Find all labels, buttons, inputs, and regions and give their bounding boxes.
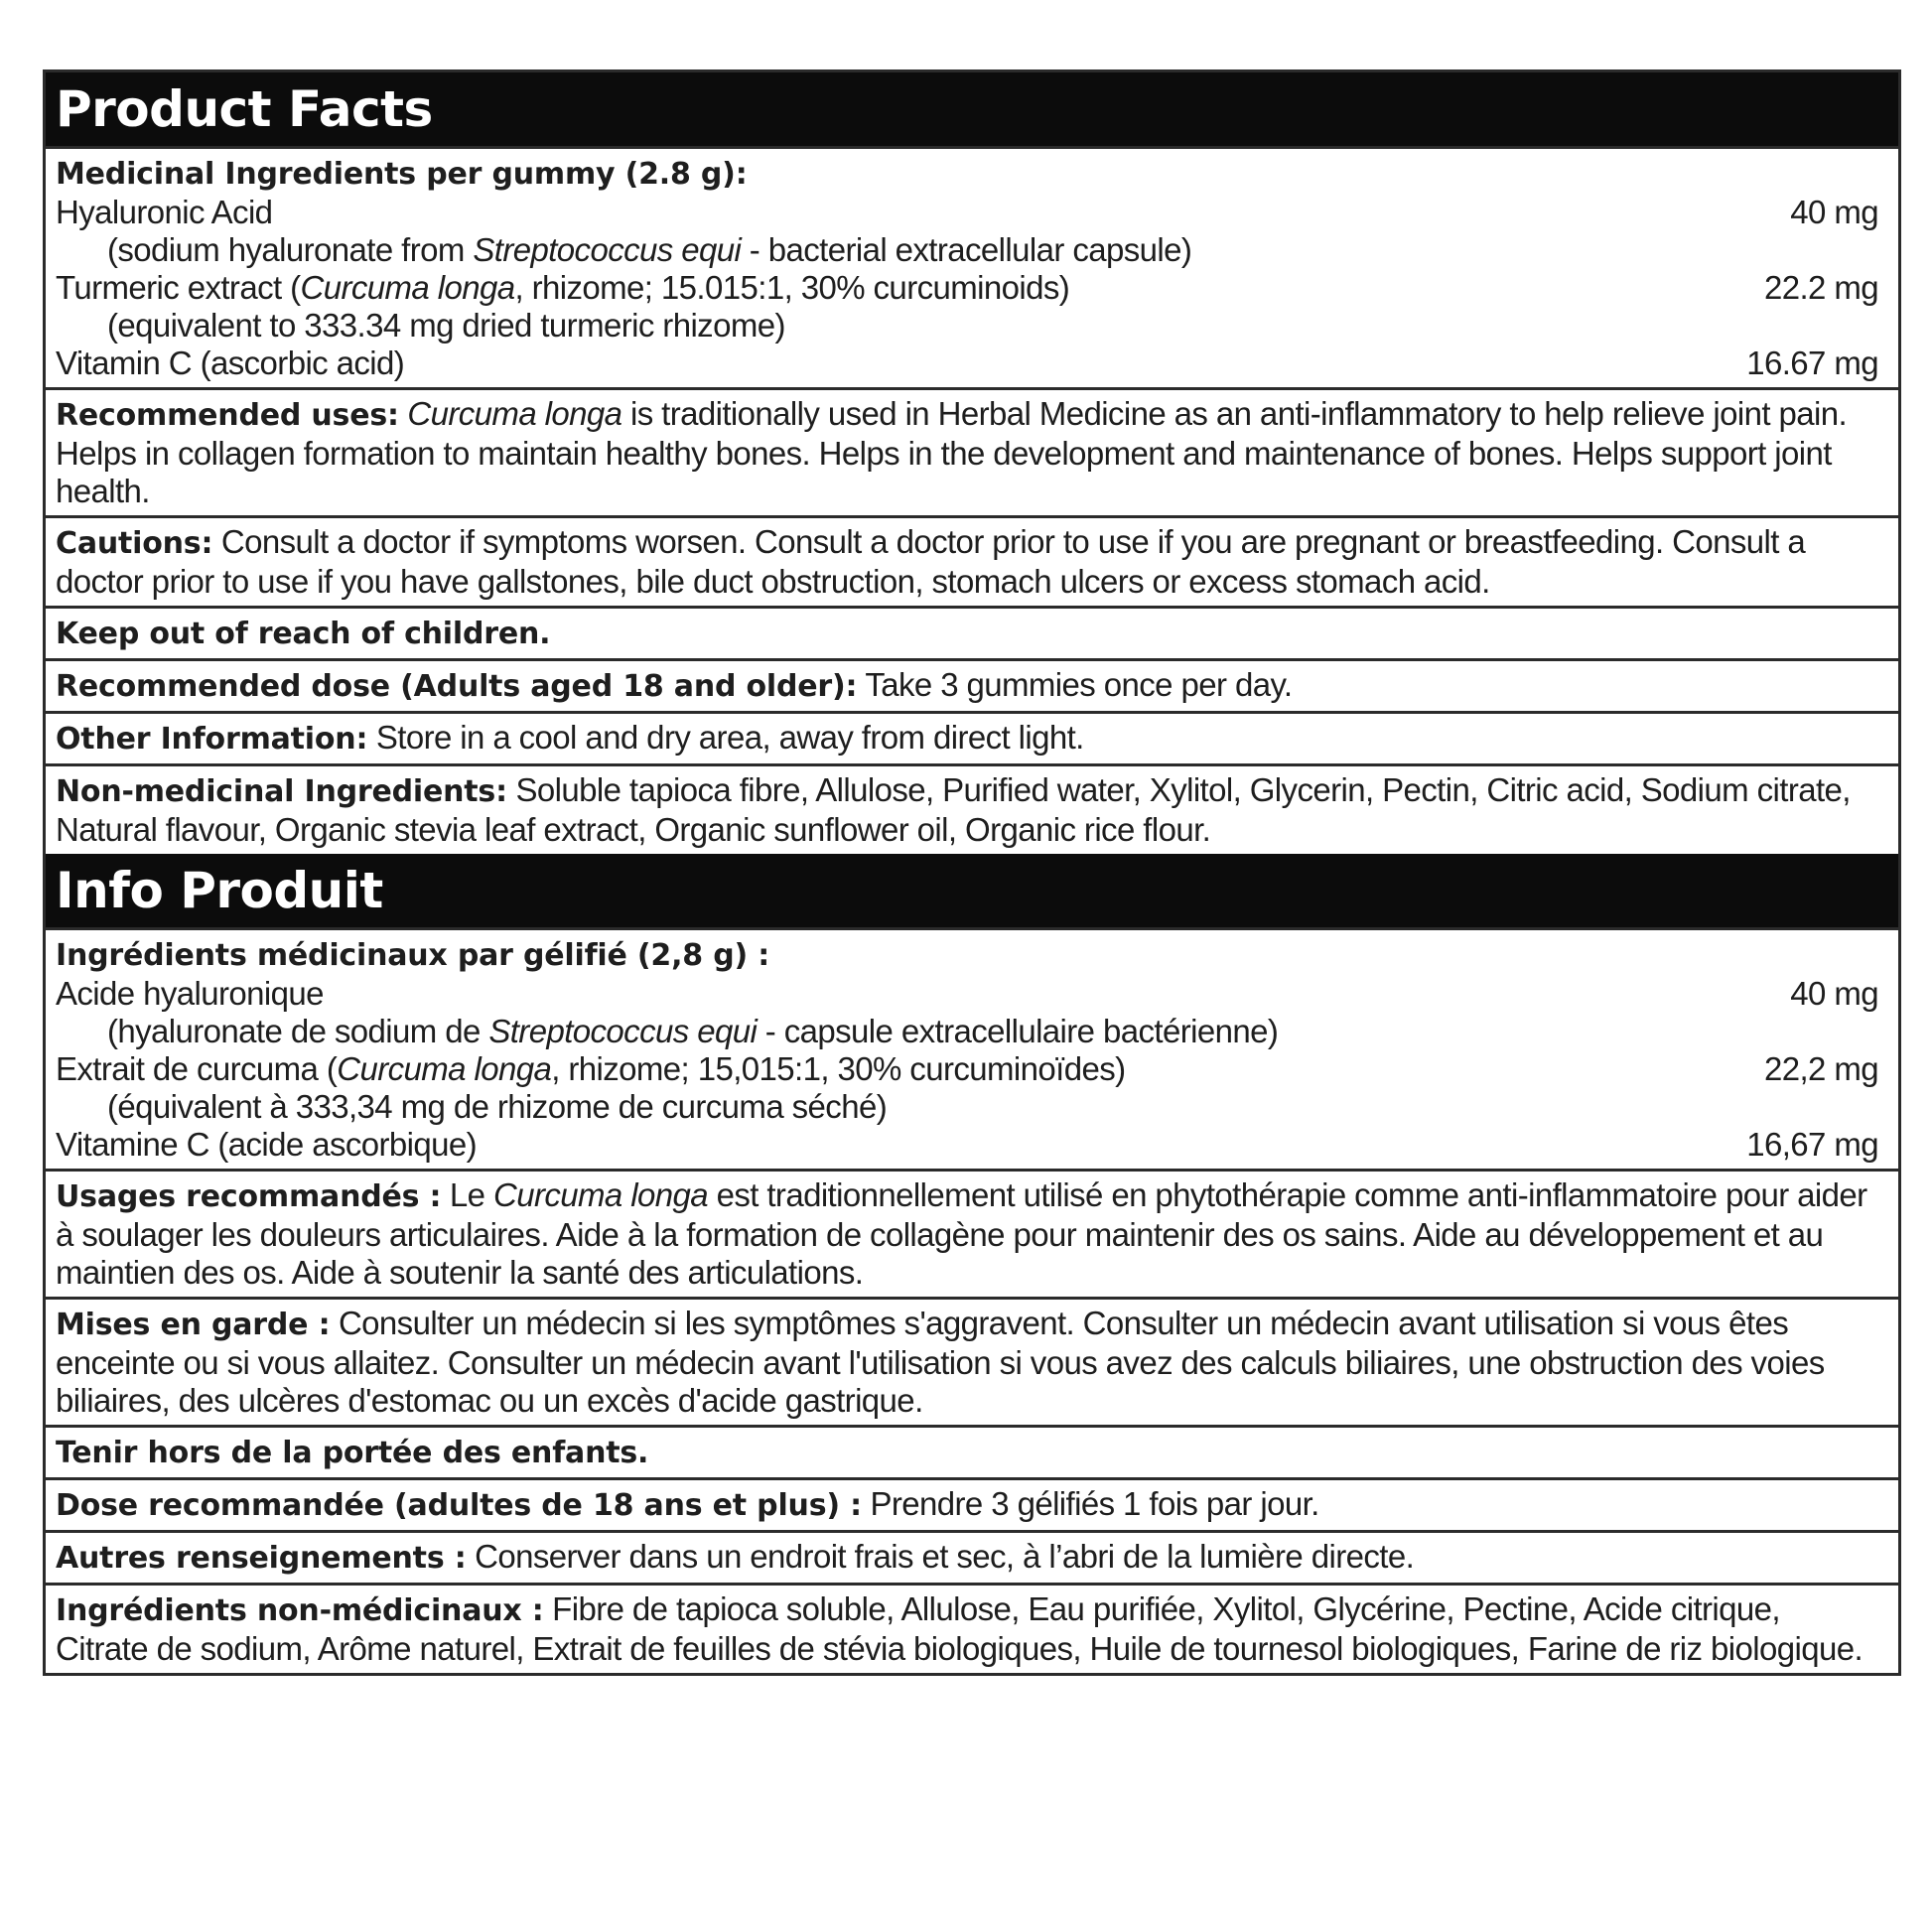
ingredient-name: Vitamine C (acide ascorbique)	[56, 1126, 478, 1163]
info-produit-title: Info Produit	[46, 854, 1898, 927]
uses-label: Usages recommandés :	[56, 1179, 442, 1214]
dose-text: Take 3 gummies once per day.	[857, 666, 1293, 703]
name-text: Turmeric extract (	[56, 269, 301, 306]
cautions-text: Consulter un médecin si les symptômes s'aggravent. Consulter un médecin avant utilisation si vous êtes enceinte ou si vous allaitez. Consulter un médecin avant l'utilisation si vous avez des calculs biliaires, une obstruction des voies biliaires, des ulcères d'estomac ou un excès d'acide gastrique.	[56, 1305, 1825, 1419]
ingredient-name: Vitamin C (ascorbic acid)	[56, 345, 405, 381]
ingredient-name: Acide hyaluronique	[56, 975, 324, 1012]
ingredient-name	[56, 269, 1069, 307]
detail-text: (sodium hyaluronate from	[107, 231, 474, 268]
ingredient-amount: 40 mg	[1790, 975, 1878, 1012]
uses-text: is traditionally used in Herbal Medicine as an anti-inflammatory to help relieve joint pain. Helps in collagen formation to maintain healthy bones. Helps in the development and maintenance of bones. Helps support joint health.	[56, 395, 1848, 509]
ingredient-row	[56, 1050, 1878, 1088]
ingredient-amount: 16.67 mg	[1746, 345, 1878, 381]
other-label: Autres renseignements :	[56, 1541, 467, 1576]
uses-text: Le	[441, 1176, 494, 1213]
recommended-uses-section	[46, 387, 1898, 515]
dose-section-fr	[46, 1477, 1898, 1530]
name-italic: Curcuma longa	[300, 269, 515, 306]
name-text: Extrait de curcuma (	[56, 1050, 338, 1087]
uses-text: est traditionnellement utilisé en phytothérapie comme anti-inflammatoire pour aider à soulager les douleurs articulaires. Aide à la formation de collagène pour maintenir des os sains. Aide au développement et au maintien des os. Aide à soutenir la santé des articulations.	[56, 1176, 1867, 1291]
cautions-label: Cautions:	[56, 526, 213, 561]
ingredient-detail	[56, 1013, 1878, 1050]
other-text: Store in a cool and dry area, away from direct light.	[367, 719, 1084, 756]
keep-out-text: Tenir hors de la portée des enfants.	[56, 1436, 649, 1470]
ingredient-amount: 40 mg	[1790, 194, 1878, 230]
nonmed-label: Non-medicinal Ingredients:	[56, 774, 507, 809]
keep-out-text: Keep out of reach of children.	[56, 617, 551, 651]
ingredient-name	[56, 1050, 1126, 1088]
nonmed-text: Soluble tapioca fibre, Allulose, Purified water, Xylitol, Glycerin, Pectin, Citric acid, Sodium citrate, Natural flavour, Organic stevia leaf extract, Organic sunflower oil, Organic rice flour.	[56, 771, 1851, 848]
ingredient-amount: 22.2 mg	[1763, 269, 1878, 306]
uses-label: Recommended uses:	[56, 398, 399, 433]
other-label: Other Information:	[56, 722, 368, 757]
cautions-label: Mises en garde :	[56, 1308, 331, 1342]
ingredient-detail: (equivalent to 333.34 mg dried turmeric rhizome)	[107, 307, 785, 344]
detail-text: - capsule extracellulaire bactérienne)	[757, 1013, 1279, 1049]
dose-section	[46, 658, 1898, 711]
ingredient-detail	[56, 231, 1878, 269]
cautions-section-fr	[46, 1297, 1898, 1425]
nonmed-text: Fibre de tapioca soluble, Allulose, Eau purifiée, Xylitol, Glycérine, Pectine, Acide citrique, Citrate de sodium, Arôme naturel, Extrait de feuilles de stévia biologiques, Huile de tournesol biologiques, Farine de riz biologique.	[56, 1590, 1863, 1667]
name-text: , rhizome; 15,015:1, 30% curcuminoïdes)	[551, 1050, 1126, 1087]
dose-label: Dose recommandée (adultes de 18 ans et plus) :	[56, 1488, 862, 1523]
detail-italic: Streptococcus equi	[488, 1013, 758, 1049]
product-facts-label	[43, 69, 1901, 1676]
ingredient-amount: 22,2 mg	[1763, 1050, 1878, 1087]
detail-text: - bacterial extracellular capsule)	[741, 231, 1192, 268]
cautions-text: Consult a doctor if symptoms worsen. Consult a doctor prior to use if you are pregnant or breastfeeding. Consult a doctor prior to use if you have gallstones, bile duct obstruction, stomach ulcers or excess stomach acid.	[56, 523, 1806, 600]
ingredient-row	[56, 345, 1878, 382]
cautions-section	[46, 515, 1898, 606]
ingredient-name: Hyaluronic Acid	[56, 194, 273, 230]
ingredient-row	[56, 194, 1878, 231]
recommended-uses-section-fr	[46, 1169, 1898, 1297]
medicinal-ingredients-section-fr	[46, 927, 1898, 1169]
detail-text: (hyaluronate de sodium de	[107, 1013, 489, 1049]
product-facts-title: Product Facts	[46, 72, 1898, 146]
ingredients-heading: Medicinal Ingredients per gummy (2.8 g):	[56, 157, 748, 192]
keep-out-section	[46, 606, 1898, 658]
uses-italic: Curcuma longa	[407, 395, 622, 432]
dose-label: Recommended dose (Adults aged 18 and older):	[56, 669, 858, 704]
non-medicinal-section	[46, 763, 1898, 854]
dose-text: Prendre 3 gélifiés 1 fois par jour.	[861, 1485, 1319, 1522]
name-text: , rhizome; 15.015:1, 30% curcuminoids)	[514, 269, 1070, 306]
medicinal-ingredients-section	[46, 146, 1898, 387]
nonmed-label: Ingrédients non-médicinaux :	[56, 1593, 544, 1628]
non-medicinal-section-fr	[46, 1583, 1898, 1673]
ingredient-row	[56, 269, 1878, 307]
name-italic: Curcuma longa	[337, 1050, 552, 1087]
ingredient-row	[56, 975, 1878, 1013]
ingredient-row	[56, 1126, 1878, 1164]
ingredient-amount: 16,67 mg	[1746, 1126, 1878, 1163]
uses-italic: Curcuma longa	[493, 1176, 708, 1213]
ingredient-detail: (équivalent à 333,34 mg de rhizome de curcuma séché)	[107, 1088, 888, 1125]
other-info-section-fr	[46, 1530, 1898, 1583]
other-info-section	[46, 711, 1898, 763]
keep-out-section-fr	[46, 1425, 1898, 1477]
ingredients-heading: Ingrédients médicinaux par gélifié (2,8 g) :	[56, 938, 770, 973]
detail-italic: Streptococcus equi	[473, 231, 742, 268]
other-text: Conserver dans un endroit frais et sec, à l’abri de la lumière directe.	[466, 1538, 1415, 1575]
